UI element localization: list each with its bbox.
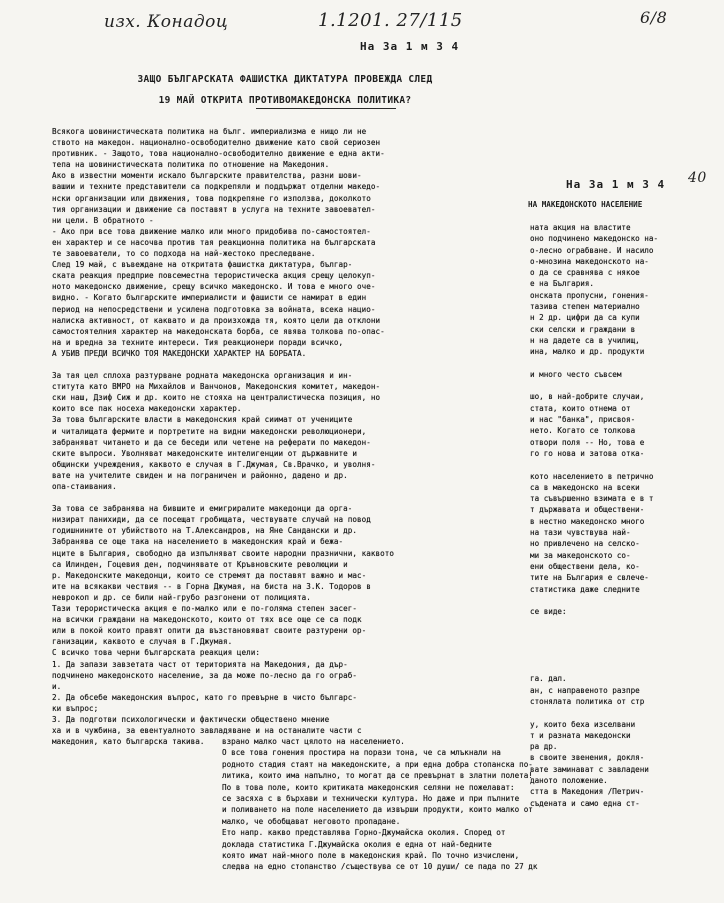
text-line: 1. Да запази завзетата част от територията на Македония, да дър- <box>52 659 348 669</box>
text-line: ното македонско движение, срещу всичко македонско. И това е много оче- <box>52 282 376 292</box>
text-line: та съвършенно взимата е в т <box>530 494 654 504</box>
text-line: но привлечено на селско- <box>530 539 640 549</box>
text-line: ските въпроси. Уволняват македонските интелигенции от държавните и <box>52 448 358 458</box>
text-line: е на България. <box>530 279 595 289</box>
text-line: опа-стаивания. <box>52 482 117 491</box>
text-line: и читалищата фермите и портретите на видни македонски революционери, <box>52 426 367 436</box>
text-line: 2. Да обсебе македонския въпрос, като го превърне в чисто българс- <box>52 692 358 702</box>
text-line: забраняват читането и да се беседи или четене на реферати по македон- <box>52 437 371 447</box>
stamp-mark-2: На 3а 1 м 3 4 <box>566 178 666 191</box>
text-line <box>530 595 710 606</box>
text-line: ра др. <box>530 742 558 752</box>
text-line: родното стадия стаят на македонските, а при една добра стопанска по- <box>222 759 533 769</box>
text-line: ски селски и граждани в <box>530 324 636 334</box>
text-line: статистика даже следните <box>530 584 640 594</box>
text-line: ени обществени дела, ко- <box>530 561 640 571</box>
right-text-column <box>530 222 710 809</box>
text-line: или в покой които правят опити да възстановяват своите разтурени ор- <box>52 626 367 636</box>
text-line: - Ако при все това движение малко или много придобива по-самостоятел- <box>52 226 371 236</box>
text-line: За това българските власти в македонския край сиимат от учениците <box>52 415 353 425</box>
text-line: о-лесно ограбване. И насило <box>530 245 654 255</box>
text-line: Тази терористическа акция е по-малко или е по-голяма степен засег- <box>52 604 358 614</box>
text-line: нски организации или движения, това подкрепяне го използва, доколкото <box>52 193 371 203</box>
document-title-line-1: ЗАЩО БЪЛГАРСКАТА ФАШИСТКА ДИКТАТУРА ПРОВЕЖДА СЛЕД <box>137 74 433 85</box>
text-line: тазива степен материално <box>530 302 640 312</box>
text-line: вашии и техните представители са подкрепяли и поддържат отделни македо- <box>52 182 381 192</box>
text-line: ганизации, каквото е случая в Г.Джумая. <box>52 637 233 647</box>
text-line: съдената и само една ст- <box>530 798 640 808</box>
text-line: За тая цел сплоха разтурване родната македонска организация и ин- <box>52 371 353 381</box>
text-line: о-мнозина македонското на- <box>530 256 649 266</box>
right-column-heading: НА МАКЕДОНСКОТО НАСЕЛЕНИЕ <box>528 200 643 209</box>
text-line: ски наш, Дзиф Сиж и др. които не стояха на централистическа позиция, но <box>52 393 381 403</box>
text-line: вате на учителите свиден и на пограничен и районно, дадено и др. <box>52 470 348 480</box>
text-line: у, които беха изселвани <box>530 719 636 729</box>
text-line: н 2 др. цифри да са купи <box>530 313 640 323</box>
text-line: По в това поле, които критиката македонския селяни не пожелават: <box>222 782 515 792</box>
text-line: тия организации и движение са поставят в услуга на техните завоевател- <box>52 204 376 214</box>
text-line: самостоятелния характер на македонската борба, се явява толкова по-опас- <box>52 326 385 336</box>
text-line <box>530 459 710 470</box>
text-line: ен характер и се насочва против тая реакционна политика на българската <box>52 237 376 247</box>
text-line: в своите звенения, докля- <box>530 753 645 763</box>
text-line: те завоеватели, то со подхода на най-жестоко преследване. <box>52 249 316 259</box>
text-line: ки въпрос; <box>52 703 99 713</box>
text-line: малко, че обобщават неговото пропадане. <box>222 816 401 826</box>
text-line: нците в България, свободно да изпълняват своите народни празнични, каквото <box>52 548 395 558</box>
text-line: кото населението в петрично <box>530 471 654 481</box>
text-line: подчинено македонското население, за да може по-лесно да го ограб- <box>52 670 358 680</box>
text-line: о да се сравнява с някое <box>530 268 640 278</box>
text-line: в нестно македонско много <box>530 516 645 526</box>
text-line: оно подчинено македонско на- <box>530 234 659 244</box>
title-underline <box>256 108 396 109</box>
text-line: вате заминават с завладени <box>530 764 649 774</box>
text-line: стонялата политика от стр <box>530 696 645 706</box>
text-line: се засяха с в бърхави и технически култура. Но даже и при пълните <box>222 793 520 803</box>
bottom-text-column <box>222 736 700 873</box>
text-line: видно. - Когато българските империалисти и фашисти се намират в един <box>52 293 367 303</box>
text-line: Всякога шовинистическата политика на бълг. империализма е нищо ли не <box>52 127 367 136</box>
text-line: и много често съвсем <box>530 369 622 379</box>
text-line: стата, които отнема от <box>530 403 631 413</box>
text-line <box>530 380 710 391</box>
text-line: неврокоп и др. се били най-грубо разгонени от полицията. <box>52 592 311 602</box>
text-line: са в македонско на всеки <box>530 482 640 492</box>
text-line: налиска активност, от каквато и да произхожда тя, която цели да отклони <box>52 315 381 325</box>
text-line: Ето напр. какво представлява Горно-Джумайска околия. Според от <box>222 828 506 838</box>
text-line: и. <box>52 681 62 691</box>
text-line: тите на България е свлече- <box>530 573 649 583</box>
text-line: га. дал. <box>530 674 567 684</box>
text-line: нето. Когато се толкова <box>530 426 636 436</box>
text-line <box>52 492 520 503</box>
text-line: и поливането на поле населението да извърши продукти, които малко от <box>222 805 533 815</box>
text-line: р. Македонските македонци, които се стремят да поставят важно и мас- <box>52 570 367 580</box>
text-line: Забранява се още така на населението в македонския край и бежа- <box>52 537 344 547</box>
text-line: отвори поля -- Но, това е <box>530 437 645 447</box>
text-line: македония, като българска такива. <box>52 737 205 747</box>
text-line: са Илинден, Гоцевия ден, подчинявате от Кръвновските революции и <box>52 559 348 569</box>
document-title-line-2: 19 МАЙ ОТКРИТА ПРОТИВОМАКЕДОНСКА ПОЛИТИКА? <box>158 95 412 106</box>
text-line: шо, в най-добрите случаи, <box>530 392 645 402</box>
text-line: ститута като ВМРО на Михайлов и Ванчонов, Македонския комитет, македон- <box>52 382 381 392</box>
text-line: 3. Да подготви психологически и фактически обществено мнение <box>52 714 330 724</box>
text-line: ни цели. В обратното - <box>52 215 154 225</box>
handwritten-file-number: 1.1201. 27/115 <box>318 10 463 31</box>
text-line: С всичко това черни българската реакция цели: <box>52 648 260 658</box>
handwritten-page-mark: 6/8 <box>640 8 668 27</box>
text-line: н на дадете са в училищ, <box>530 335 640 345</box>
handwritten-page-mark-2: 40 <box>688 170 707 186</box>
text-line: на всички граждани на македонското, които от тях все още се са подк <box>52 615 362 625</box>
text-line: Ако в известни моменти искало българските правителства, разни шови- <box>52 171 362 181</box>
text-line: стта в Македония /Петрич- <box>530 787 645 797</box>
text-line <box>530 358 710 369</box>
text-line: т държавата и обществени- <box>530 505 645 515</box>
text-line: За това се забранява на бившите и емигриралите македонци да орга- <box>52 504 353 514</box>
text-line: на тази чувствува най- <box>530 528 631 538</box>
text-line: общински учреждения, каквото е случая в Г.Джумая, Св.Врачко, и уволня- <box>52 459 376 469</box>
text-line: тепа на шовинистическата политика по отношение на Македония. <box>52 160 330 170</box>
text-line: т и разната македонски <box>530 730 631 740</box>
text-line: ина, малко и др. продукти <box>530 347 645 357</box>
text-line: А УБИВ ПРЕДИ ВСИЧКО ТОЯ МАКЕДОНСКИ ХАРАКТЕР НА БОРБАТА. <box>52 348 307 358</box>
handwritten-reference: изх. Конадоц <box>104 12 229 32</box>
text-line: онската пропусни, гонения- <box>530 290 649 300</box>
text-line: следва на едно стопанство /съществува се от 10 души/ се пада по 27 дк <box>222 862 538 872</box>
text-line: ха и в чужбина, за евентуалното завладяване и на останалите части с <box>52 726 362 736</box>
text-line <box>52 359 520 370</box>
text-line: ската реакция предприе повсеместна терористическа акция срещу целокуп- <box>52 271 376 281</box>
text-line: низират панихиди, да се посещат гробищата, чествувате случай на повод <box>52 515 371 525</box>
text-line: даното положение. <box>530 776 608 786</box>
text-line <box>530 707 710 718</box>
text-line: го го нова и затова отка- <box>530 448 645 458</box>
text-line: ната акция на властите <box>530 223 631 232</box>
text-line: О все това гонения простира на порази тона, че са млъкнали на <box>222 748 501 758</box>
text-line: които все пак носеха македонски характер. <box>52 404 242 414</box>
text-line: на и вредна за техните интереси. Тия реакционери поради всичко, <box>52 337 344 347</box>
text-line: която имат най-много поле в македонския край. По точно изчислени, <box>222 850 520 860</box>
text-line: противник. - Защото, това национално-освободително движение е една акти- <box>52 149 385 159</box>
text-line: доклада статистика Г.Джумайска околия е една от най-бедните <box>222 839 492 849</box>
text-line: ството на македон. национално-освободително движение като свой сериозен <box>52 138 381 148</box>
text-line: ан, с направеното разпре <box>530 685 640 695</box>
text-line: литика, които има напълно, то могат да се превърнат в златни полета! <box>222 771 533 781</box>
text-line: След 19 май, с въвеждане на откритата фашистка диктатура, българ- <box>52 260 353 270</box>
spacer <box>530 617 710 673</box>
text-line: взрано малко част цялото на населението. <box>222 737 405 746</box>
stamp-mark: На 3а 1 м 3 4 <box>360 40 460 53</box>
text-line: годишнините от убийството на Т.Александров, на Яне Сандански и др. <box>52 526 358 536</box>
main-text-column <box>52 126 520 747</box>
text-line: се виде: <box>530 607 567 617</box>
text-line: ите на всякакви чествия -- в Горна Джумая, на биста на З.К. Тодоров в <box>52 581 371 591</box>
text-line: период на непосредствени и усилена подготовка за войната, всека нацио- <box>52 304 376 314</box>
text-line: ми за македонското со- <box>530 550 631 560</box>
text-line: и нас "банка", присвоя- <box>530 415 636 425</box>
